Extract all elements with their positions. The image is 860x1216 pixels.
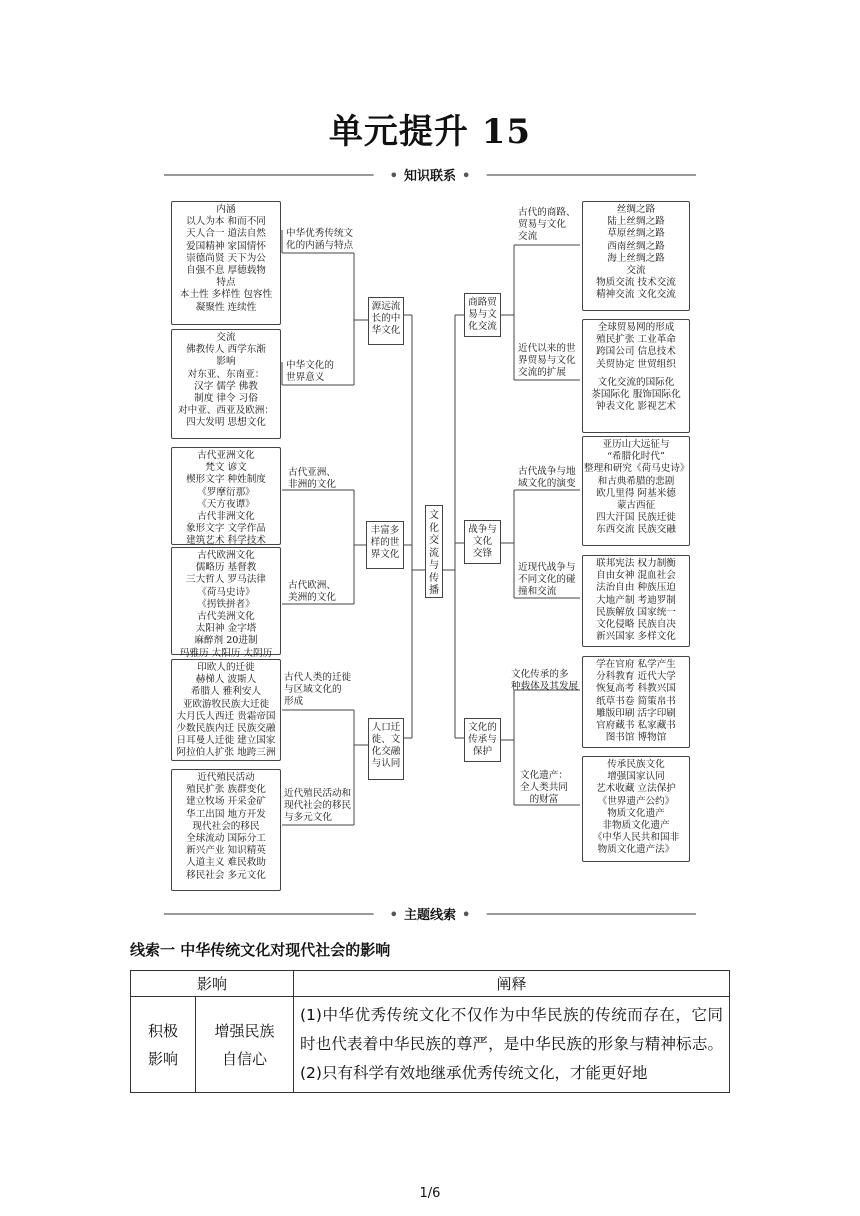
box-line: 西南丝绸之路 [607,240,665,252]
theme-band [164,907,696,921]
label-line: 化的内涵与特点 [286,240,354,252]
box-line: 象形文字 文学作品 [186,523,266,535]
label-line: 与区域文化的 [284,684,342,696]
label-line: 不同文化的碰 [518,574,576,586]
center-node [425,505,443,598]
box-line: 物质交流 技术交流 [596,277,676,289]
cell-explanation: (1)中华优秀传统文化不仅作为中华民族的传统而存在，它同时也代表着中华民族的尊严，是中华民族的形象与精神标志。(2)只有科学有效地继承优秀传统文化，才能更好地 [294,997,730,1093]
node-line: 与认同 [371,758,401,769]
label-line: 古代人类的迁徙 [284,672,352,683]
node-line: 保护 [472,746,493,757]
label-asia-africa [288,467,336,491]
box-global-trade [582,319,690,433]
box-line: 殖民扩张 工业革命 [596,334,676,346]
box-line: 传承民族文化 [607,759,665,770]
box-line: 本土性 多样性 包容性 [179,289,273,301]
table-header-row [131,971,730,997]
box-line: 印欧人的迁徙 [197,662,255,673]
box-line: 非物质文化遗产 [602,820,670,832]
box-modern-war [582,555,690,647]
center-node-char: 化 [429,522,439,534]
box-line: 丝绸之路 [616,204,656,215]
node-line: 源远流 [371,301,401,312]
box-line: 三大哲人 罗马法律 [186,574,266,586]
label-line: 古代战争与地 [518,466,576,477]
box-line: 爱国精神 家国情怀 [186,240,266,252]
box-line: 联邦宪法 权力制衡 [596,558,676,569]
box-line: 对中亚、西亚及欧洲： [178,405,274,417]
header-explain: 阐释 [294,971,730,997]
box-line: 古代欧洲文化 [197,550,255,561]
label-ancient-trade [518,207,576,244]
box-line: 楔形文字 种姓制度 [186,474,266,486]
box-line: 草原丝绸之路 [607,228,665,240]
label-line: 域文化的演变 [518,478,576,490]
node-war [464,520,501,564]
label-line: 近代以来的世 [518,343,576,354]
box-line: 崇德尚贤 天下为公 [186,252,266,264]
label-line: 近现代战争与 [518,562,576,573]
label-line: 界贸易与文化 [518,355,576,367]
box-line: 全球流动 国际分工 [186,833,266,845]
node-trade [464,293,501,337]
cell-line: 影响 [147,1049,178,1068]
node-line: 易与文 [468,309,497,320]
box-line: 人道主义 难民救助 [186,857,266,869]
label-line: 形成 [284,696,304,708]
box-line: 麻醉剂 20进制 [194,635,258,647]
box-line: 特点 [216,277,236,289]
box-line: 建筑艺术 科学技术 [186,535,266,547]
label-line: 美洲的文化 [288,592,336,604]
label-line: 文化遗产： [520,770,568,781]
cell-line: 积极 [147,1021,178,1040]
label-line: 古代的商路、 [518,207,576,218]
box-connotation [171,201,281,325]
label-world-heritage [520,770,568,807]
box-line: 古代亚洲文化 [197,450,255,461]
box-line: 华工出国 地方开发 [186,808,266,820]
center-node-char: 播 [429,585,439,596]
box-line: 近代殖民活动 [197,772,255,783]
box-line: 太阳神 金字塔 [195,623,257,635]
knowledge-band-label: • 知识联系 • [374,165,487,184]
box-line: 大月氏人西迁 贵霜帝国 [176,710,276,722]
box-line: 文化交流的国际化 [597,376,675,388]
label-line: 中华优秀传统文 [286,228,354,239]
box-line: 增强国家认同 [607,771,665,783]
clue-heading: 线索一 中华传统文化对现代社会的影响 [130,941,391,959]
box-line: 全球贸易网的形成 [597,322,675,333]
box-line: 物质文化遗产 [607,807,665,819]
table-row [131,997,730,1093]
box-line: “希腊化时代” [607,451,665,463]
label-line: 文化传承的多 [511,669,569,680]
box-line: 大地产制 考迪罗制 [596,594,676,606]
box-line: 《荷马史诗》 [197,586,255,598]
label-europe-america [288,580,336,604]
node-line: 长的中 [371,313,401,324]
node-line: 交锋 [472,548,493,559]
box-line: 儒略历 基督教 [195,562,257,574]
box-line: 希腊人 雅利安人 [190,686,262,698]
box-line: 影响 [216,356,236,368]
label-modern-migration [284,788,351,825]
label-line: 与多元文化 [284,812,332,824]
box-line: 四大发明 思想文化 [186,417,266,429]
box-line: 自强不息 厚德载物 [186,265,266,277]
influence-table [130,970,730,1093]
box-line: 自由女神 混血社会 [596,570,676,582]
box-line: 陆上丝绸之路 [607,216,665,228]
box-line: 和古典希腊的悲剧 [597,475,675,487]
page-number: 1/6 [419,1186,441,1201]
box-line: 日耳曼人迁徙 建立国家 [176,735,276,747]
node-line: 样的世 [370,537,400,548]
label-line: 撞和交流 [518,586,557,598]
box-colonial [171,769,281,891]
box-line: 交流 [216,332,236,343]
node-rich [366,521,404,569]
node-origin [368,297,404,345]
label-carriers [511,669,578,693]
box-line: 物质文化遗产法》 [597,844,675,856]
label-line: 近代殖民活动和 [284,788,352,799]
box-line: 《拐铁拼者》 [197,598,255,610]
label-line: 交流的扩展 [518,367,566,379]
box-line: 汉字 儒学 佛教 [194,380,258,392]
box-line: 天人合一 道法自然 [186,228,266,240]
box-line: 《罗摩衍那》 [197,486,255,498]
box-line: 民族解放 国家统一 [596,606,676,618]
label-line: 世界意义 [286,372,325,384]
box-line: 玛雅历 太阳历 太阴历 [179,647,273,659]
node-line: 华文化 [371,325,401,336]
box-line: 凝聚性 连续性 [195,301,257,313]
label-line: 古代亚洲、 [288,467,336,478]
node-line: 丰富多 [370,525,400,536]
box-silk-road [582,201,690,311]
box-line: 蒙古西征 [616,500,656,512]
box-heritage [582,756,690,862]
box-line: 钟表文化 影视艺术 [596,401,676,413]
box-line: 少数民族内迁 民族交融 [176,723,276,735]
box-line: 现代社会的移民 [192,820,260,832]
box-line: 梵文 谚文 [205,462,247,474]
box-line: 海上丝绸之路 [607,252,665,264]
box-line: 精神交流 文化交流 [596,289,676,301]
box-line: 文化侵略 民族自决 [596,619,676,631]
center-node-char: 文 [429,510,439,521]
box-line: 茶国际化 服饰国际化 [591,389,681,401]
node-line: 化交流 [468,321,497,332]
cell-line: 自信心 [221,1049,267,1068]
node-heritage [464,718,501,762]
center-node-char: 流 [429,547,439,559]
node-line: 界文化 [370,549,400,560]
box-line: 制度 律令 习俗 [194,393,258,405]
box-line: 雕版印刷 活字印刷 [596,707,676,719]
box-line: 欧几里得 阿基米德 [596,487,676,499]
label-chinese-culture [286,228,353,252]
box-carriers [582,656,690,748]
box-exchange [171,329,281,439]
node-line: 文化 [472,536,493,547]
node-line: 人口迁 [371,722,401,733]
label-modern-trade [518,343,576,380]
box-europe-america [171,547,281,659]
box-line: 关贸协定 世贸组织 [596,358,676,370]
center-node-char: 与 [429,560,439,571]
box-line: 跨国公司 信息技术 [596,346,676,358]
label-line: 贸易与文化 [518,219,566,231]
box-line: 官府藏书 私家藏书 [596,720,676,732]
label-line: 的财富 [529,794,559,806]
label-line: 现代社会的移民 [284,800,352,812]
label-line: 中华文化的 [286,360,334,371]
box-line: 《中华人民共和国非 [592,832,680,844]
box-line: 亚欧游牧民族大迁徙 [182,698,270,710]
box-line: 分科教育 近代大学 [596,671,676,683]
center-node-char: 传 [429,572,439,584]
box-alexander [582,436,690,546]
node-line: 文化的 [468,722,497,733]
label-line: 种载体及其发展 [511,681,579,693]
box-line: 对东亚、东南亚： [187,368,265,380]
node-line: 徙、文 [371,734,401,745]
box-line: 图书馆 博物馆 [605,732,667,744]
box-line: 四大汗国 民族迁徙 [596,512,676,524]
center-node-char: 交 [429,535,439,546]
page-title: 单元提升 15 [328,112,532,152]
box-line: 纸草书卷 简策帛书 [596,695,676,707]
label-line: 非洲的文化 [288,479,336,491]
box-line: 《世界遗产公约》 [597,795,675,807]
node-line: 商路贸 [468,297,497,308]
box-line: 内涵 [216,204,236,215]
box-line: 赫梯人 波斯人 [195,674,257,686]
box-line: 新兴国家 多样文化 [596,631,676,643]
box-line: 艺术收藏 立法保护 [596,783,676,795]
header-influence: 影响 [131,971,294,997]
label-line: 交流 [518,231,538,243]
box-line: 殖民扩张 族群变化 [186,784,266,796]
cell-subcategory [195,997,293,1093]
box-asia-africa [171,447,281,545]
label-modern-war [518,562,576,599]
box-line: 以人为本 和而不同 [186,216,266,228]
cell-category [131,997,196,1093]
box-line: 佛教传人 西学东渐 [186,344,266,356]
label-line: 古代欧洲、 [288,580,336,591]
box-line: 《天方夜谭》 [197,498,255,510]
box-line: 古代美洲文化 [197,611,255,623]
box-line: 整理和研究《荷马史诗》 [584,463,690,475]
theme-band-label: • 主题线索 • [374,904,487,923]
box-line: 亚历山大远征与 [602,439,670,450]
label-ancient-war [518,466,576,490]
box-line: 交流 [626,265,646,277]
box-line: 学在官府 私学产生 [596,659,676,670]
box-line: 阿拉伯人扩张 地跨三洲 [176,747,276,759]
node-line: 传承与 [468,734,497,745]
box-line: 恢复高考 科教兴国 [596,683,676,695]
box-line: 法治自由 种族压迫 [596,582,676,594]
label-world-significance [286,360,334,384]
box-line: 东西交流 民族交融 [596,524,676,536]
cell-line: 增强民族 [214,1021,275,1040]
node-line: 战争与 [468,524,497,535]
box-line: 建立牧场 开采金矿 [186,796,266,808]
label-line: 全人类共同 [520,782,568,794]
node-line: 化交融 [371,746,401,757]
label-ancient-migration [284,672,351,709]
box-line: 古代非洲文化 [197,511,255,523]
box-line: 移民社会 多元文化 [186,869,266,881]
node-migration [368,718,404,780]
box-indo-european [171,659,281,761]
box-line: 新兴产业 知识精英 [186,845,266,857]
